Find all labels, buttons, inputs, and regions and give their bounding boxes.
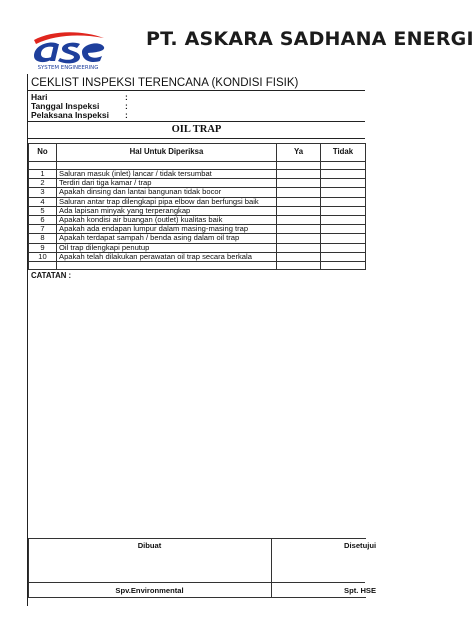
header-tidak: Tidak bbox=[321, 144, 366, 162]
made-by-label: Dibuat bbox=[137, 541, 162, 550]
row-number: 1 bbox=[29, 170, 57, 179]
row-number: 9 bbox=[29, 243, 57, 252]
row-item: Apakah terdapat sampah / benda asing dalam oil trap bbox=[57, 234, 277, 243]
field-pelaksana-inspeksi bbox=[31, 110, 128, 120]
logo-subtitle: SYSTEM ENGINEERING bbox=[37, 65, 99, 71]
row-item: Apakah ada endapan lumpur dalam masing-masing trap bbox=[57, 225, 277, 234]
section-heading bbox=[28, 121, 365, 139]
checkbox-tidak[interactable] bbox=[321, 188, 366, 197]
row-item: Apakah telah dilakukan perawatan oil trap secara berkala bbox=[57, 252, 277, 261]
header-ya: Ya bbox=[277, 144, 321, 162]
checkbox-ya[interactable] bbox=[277, 206, 321, 215]
checkbox-ya[interactable] bbox=[277, 243, 321, 252]
field-colon: : bbox=[125, 110, 128, 120]
header-item: Hal Untuk Diperiksa bbox=[57, 144, 277, 162]
table-row bbox=[29, 197, 366, 206]
checkbox-ya[interactable] bbox=[277, 170, 321, 179]
row-item: Saluran antar trap dilengkapi pipa elbow dan berfungsi baik bbox=[57, 197, 277, 206]
row-item: Terdiri dari tiga kamar / trap bbox=[57, 179, 277, 188]
row-number: 8 bbox=[29, 234, 57, 243]
approved-by-role: Spt. HSE bbox=[344, 586, 377, 595]
row-number: 10 bbox=[29, 252, 57, 261]
table-row bbox=[29, 252, 366, 261]
table-row bbox=[29, 243, 366, 252]
row-number: 5 bbox=[29, 206, 57, 215]
row-item: Ada lapisan minyak yang terperangkap bbox=[57, 206, 277, 215]
checkbox-ya[interactable] bbox=[277, 188, 321, 197]
checkbox-tidak[interactable] bbox=[321, 216, 366, 225]
approved-by-label: Disetujui bbox=[344, 541, 377, 550]
row-number: 3 bbox=[29, 188, 57, 197]
field-label: Pelaksana Inspeksi bbox=[31, 110, 109, 120]
checkbox-tidak[interactable] bbox=[321, 234, 366, 243]
checkbox-ya[interactable] bbox=[277, 252, 321, 261]
checkbox-tidak[interactable] bbox=[321, 252, 366, 261]
field-label: Hari bbox=[31, 92, 48, 102]
row-number: 4 bbox=[29, 197, 57, 206]
row-item: Oil trap dilengkapi penutup bbox=[57, 243, 277, 252]
checkbox-ya[interactable] bbox=[277, 179, 321, 188]
checkbox-ya[interactable] bbox=[277, 225, 321, 234]
row-item: Saluran masuk (inlet) lancar / tidak tersumbat bbox=[57, 170, 277, 179]
table-row bbox=[29, 234, 366, 243]
signature-divider bbox=[28, 582, 365, 583]
table-header-row bbox=[29, 144, 366, 162]
signature-block bbox=[28, 538, 377, 598]
table-row bbox=[29, 188, 366, 197]
checkbox-tidak[interactable] bbox=[321, 206, 366, 215]
form-title: CEKLIST INSPEKSI TERENCANA (KONDISI FISIK) bbox=[31, 77, 299, 89]
made-by-role: Spv.Environmental bbox=[115, 586, 184, 595]
notes-label: CATATAN : bbox=[31, 271, 72, 280]
checkbox-tidak[interactable] bbox=[321, 225, 366, 234]
checkbox-tidak[interactable] bbox=[321, 243, 366, 252]
header-no: No bbox=[29, 144, 57, 162]
row-item: Apakah kondisi air buangan (outlet) kualitas baik bbox=[57, 216, 277, 225]
row-number: 6 bbox=[29, 216, 57, 225]
checklist-table bbox=[28, 143, 366, 270]
checkbox-ya[interactable] bbox=[277, 216, 321, 225]
table-spacer-row bbox=[29, 262, 366, 270]
field-colon: : bbox=[125, 101, 128, 111]
inspection-form bbox=[27, 74, 377, 606]
row-number: 2 bbox=[29, 179, 57, 188]
section-title: OIL TRAP bbox=[171, 124, 222, 135]
field-colon: : bbox=[125, 92, 128, 102]
checkbox-tidak[interactable] bbox=[321, 179, 366, 188]
company-logo bbox=[30, 30, 106, 70]
company-name: PT. ASKARA SADHANA ENERGI bbox=[146, 28, 474, 50]
checkbox-ya[interactable] bbox=[277, 197, 321, 206]
checkbox-tidak[interactable] bbox=[321, 170, 366, 179]
row-item: Apakah dinsing dan lantai bangunan tidak bocor bbox=[57, 188, 277, 197]
title-divider bbox=[28, 90, 365, 91]
field-label: Tanggal Inspeksi bbox=[31, 101, 100, 111]
row-number: 7 bbox=[29, 225, 57, 234]
checkbox-tidak[interactable] bbox=[321, 197, 366, 206]
checkbox-ya[interactable] bbox=[277, 234, 321, 243]
